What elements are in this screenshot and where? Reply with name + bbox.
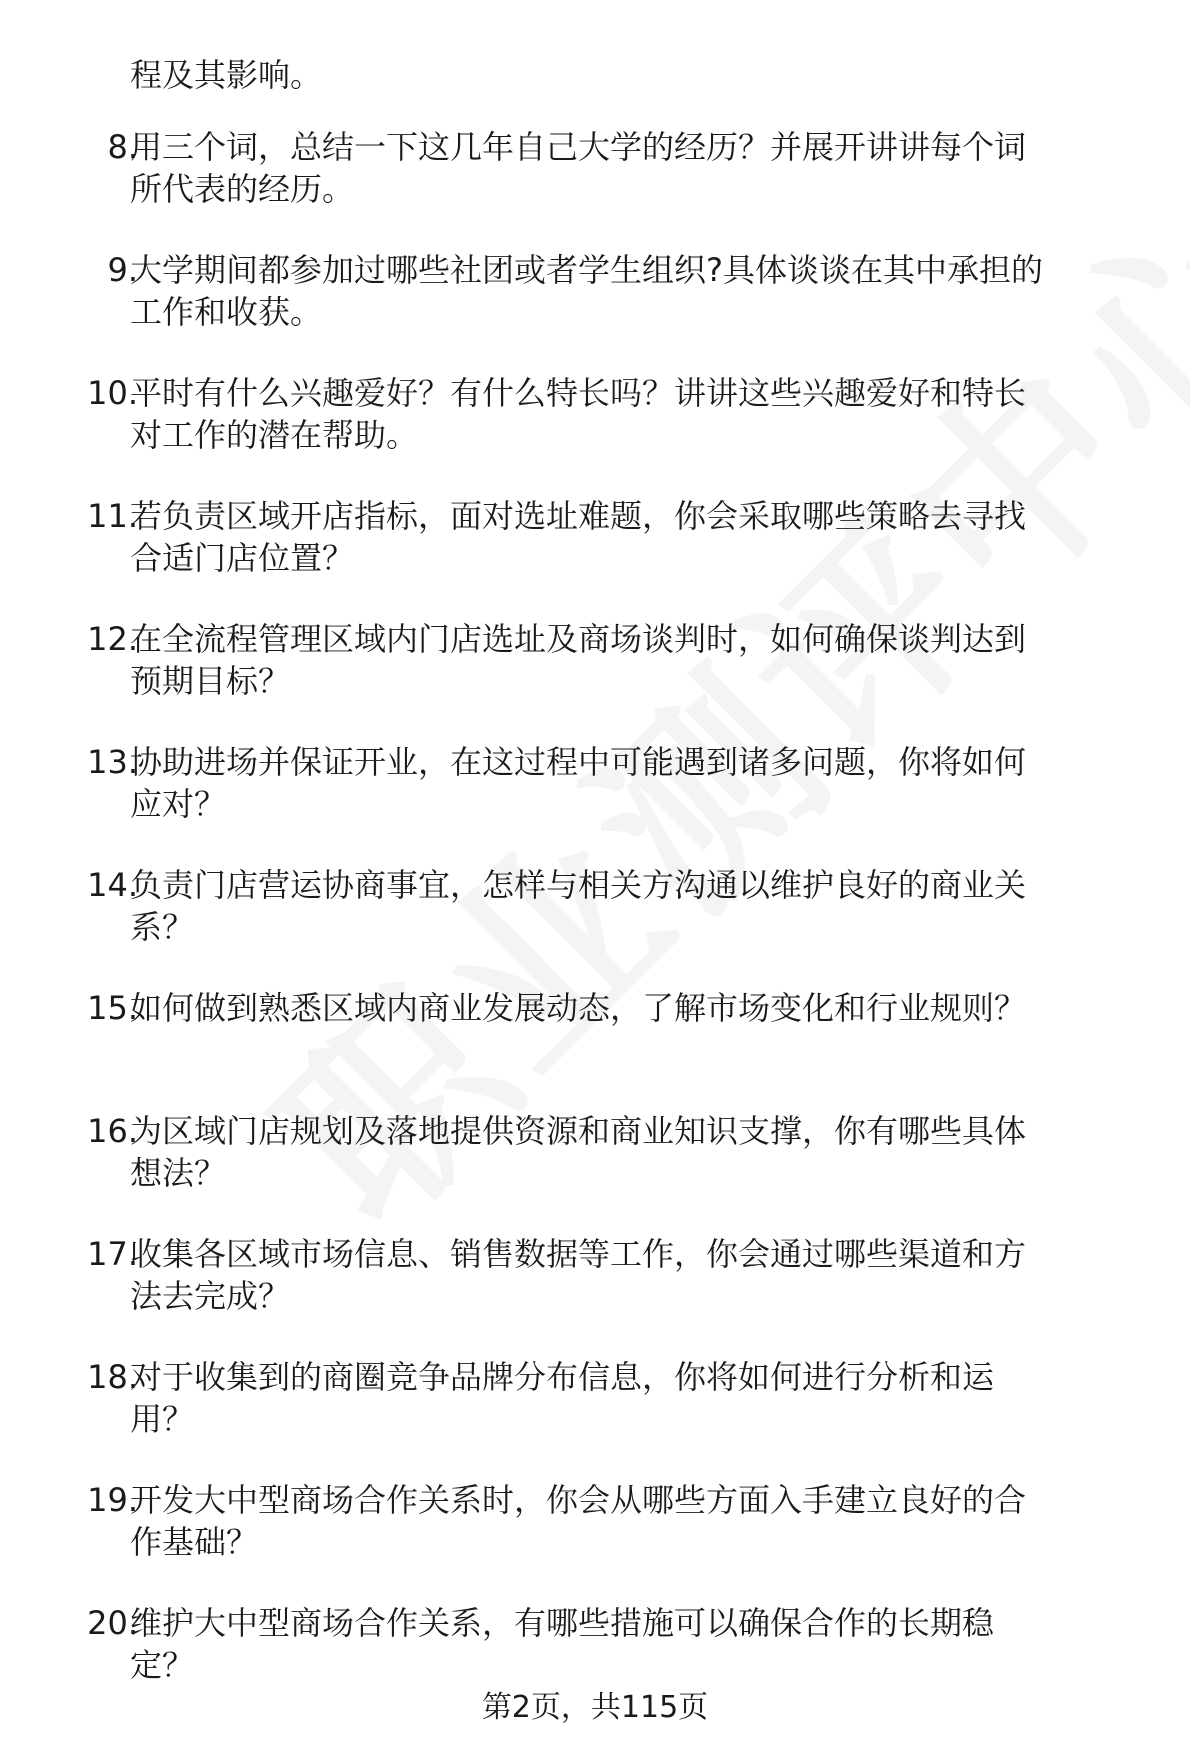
question-item [0, 1233, 1190, 1356]
question-item [0, 618, 1190, 741]
question-text: 在全流程管理区域内门店选址及商场谈判时，如何确保谈判达到 预期目标？ [130, 620, 1027, 700]
question-list [0, 126, 1190, 1725]
question-number: 20. [87, 1604, 138, 1642]
question-number: 13. [87, 743, 138, 781]
question-number: 10. [87, 374, 138, 412]
question-item [0, 1356, 1190, 1479]
question-item [0, 249, 1190, 372]
question-text: 协助进场并保证开业，在这过程中可能遇到诸多问题，你将如何 应对？ [130, 743, 1027, 823]
question-number: 17. [87, 1235, 138, 1273]
question-item [0, 495, 1190, 618]
question-text: 开发大中型商场合作关系时，你会从哪些方面入手建立良好的合 作基础？ [130, 1481, 1027, 1561]
question-number: 16. [87, 1112, 138, 1150]
question-number: 18. [87, 1358, 138, 1396]
continuation-text: 程及其影响。 [130, 56, 323, 94]
question-number: 12. [87, 620, 138, 658]
page-footer: 第2页，共115页 [481, 1690, 709, 1725]
question-item [0, 1110, 1190, 1233]
question-item [0, 741, 1190, 864]
question-number: 14. [87, 866, 138, 904]
question-item [0, 372, 1190, 495]
question-item [0, 1479, 1190, 1602]
question-number: 19. [87, 1481, 138, 1519]
question-text: 为区域门店规划及落地提供资源和商业知识支撑，你有哪些具体 想法？ [130, 1112, 1027, 1192]
question-text: 若负责区域开店指标，面对选址难题，你会采取哪些策略去寻找 合适门店位置？ [130, 497, 1027, 577]
question-text: 用三个词，总结一下这几年自己大学的经历？并展开讲讲每个词 所代表的经历。 [130, 128, 1027, 208]
question-text: 大学期间都参加过哪些社团或者学生组织?具体谈谈在其中承担的 工作和收获。 [130, 251, 1043, 331]
question-item [0, 864, 1190, 987]
question-text: 维护大中型商场合作关系，有哪些措施可以确保合作的长期稳 定？ [130, 1604, 995, 1684]
question-text: 对于收集到的商圈竞争品牌分布信息，你将如何进行分析和运 用？ [130, 1358, 995, 1438]
question-number: 15. [87, 989, 138, 1027]
question-number: 11. [87, 497, 138, 535]
question-text: 负责门店营运协商事宜，怎样与相关方沟通以维护良好的商业关 系？ [130, 866, 1027, 946]
question-number: 8. [107, 128, 138, 166]
question-text: 如何做到熟悉区域内商业发展动态，了解市场变化和行业规则？ [130, 989, 1027, 1027]
question-item [0, 126, 1190, 249]
question-text: 平时有什么兴趣爱好？有什么特长吗？讲讲这些兴趣爱好和特长 对工作的潜在帮助。 [130, 374, 1027, 454]
question-text: 收集各区域市场信息、销售数据等工作，你会通过哪些渠道和方 法去完成？ [130, 1235, 1027, 1315]
question-item [0, 987, 1190, 1110]
question-number: 9. [107, 251, 138, 289]
